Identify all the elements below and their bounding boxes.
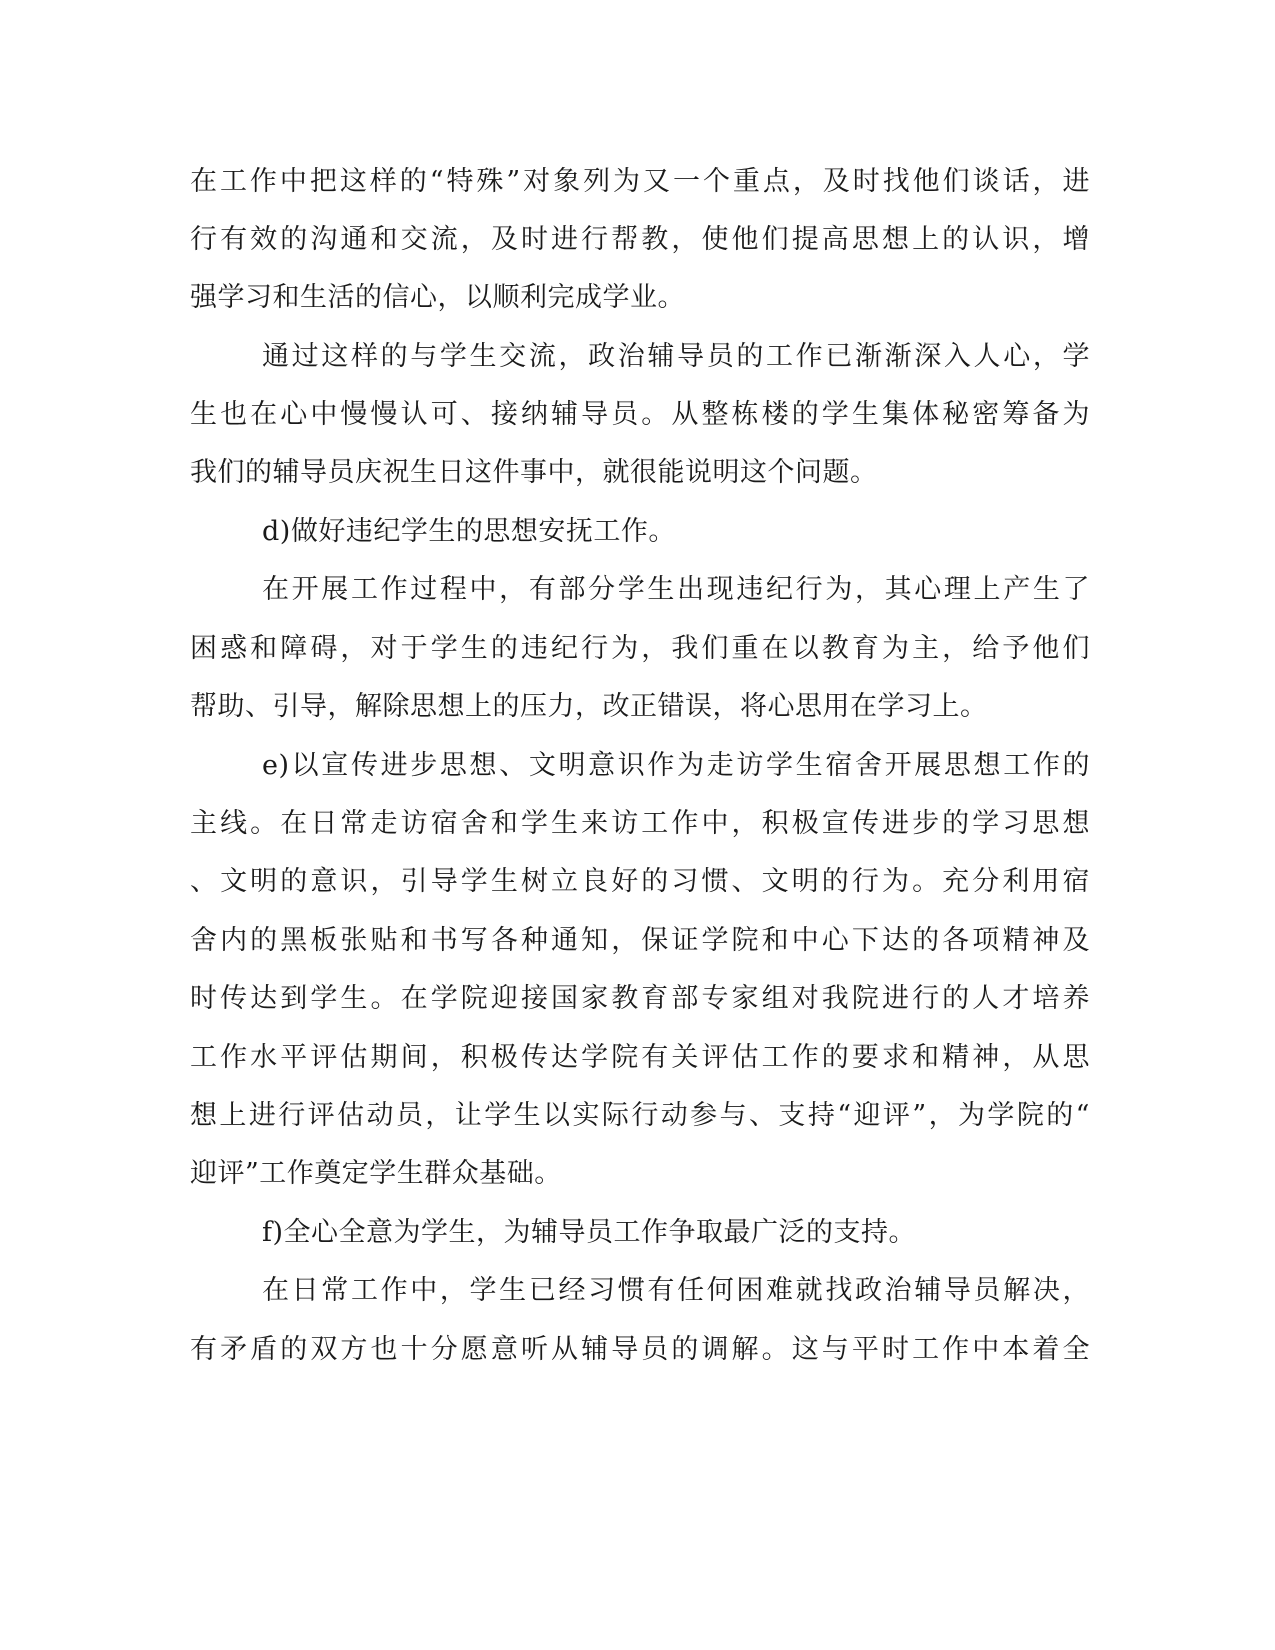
text-line: f)全心全意为学生，为辅导员工作争取最广泛的支持。 (262, 1217, 917, 1248)
text-line: 在工作中把这样的“特殊”对象列为又一个重点，及时找他们谈话，进 (190, 166, 1090, 197)
text-line: 有矛盾的双方也十分愿意听从辅导员的调解。这与平时工作中本着全 (190, 1334, 1090, 1365)
text-line: 通过这样的与学生交流，政治辅导员的工作已渐渐深入人心，学 (262, 341, 1090, 372)
text-line: 帮助、引导，解除思想上的压力，改正错误，将心思用在学习上。 (190, 691, 988, 722)
text-line: 强学习和生活的信心，以顺利完成学业。 (190, 282, 685, 313)
text-line: d)做好违纪学生的思想安抚工作。 (262, 516, 676, 547)
text-line: 、文明的意识，引导学生树立良好的习惯、文明的行为。充分利用宿 (190, 866, 1090, 897)
text-line: e)以宣传进步思想、文明意识作为走访学生宿舍开展思想工作的 (262, 750, 1090, 781)
text-line: 工作水平评估期间，积极传达学院有关评估工作的要求和精神，从思 (190, 1042, 1090, 1073)
text-line: 想上进行评估动员，让学生以实际行动参与、支持“迎评”，为学院的“ (190, 1100, 1090, 1131)
text-line: 舍内的黑板张贴和书写各种通知，保证学院和中心下达的各项精神及 (190, 925, 1090, 956)
text-line: 在日常工作中，学生已经习惯有任何困难就找政治辅导员解决， (262, 1275, 1090, 1306)
text-line: 我们的辅导员庆祝生日这件事中，就很能说明这个问题。 (190, 457, 878, 488)
text-line: 迎评”工作奠定学生群众基础。 (190, 1158, 562, 1189)
text-line: 时传达到学生。在学院迎接国家教育部专家组对我院进行的人才培养 (190, 983, 1090, 1014)
text-line: 困惑和障碍，对于学生的违纪行为，我们重在以教育为主，给予他们 (190, 633, 1090, 664)
text-line: 在开展工作过程中，有部分学生出现违纪行为，其心理上产生了 (262, 574, 1090, 605)
text-line: 行有效的沟通和交流，及时进行帮教，使他们提高思想上的认识，增 (190, 224, 1090, 255)
text-line: 主线。在日常走访宿舍和学生来访工作中，积极宣传进步的学习思想 (190, 808, 1090, 839)
text-line: 生也在心中慢慢认可、接纳辅导员。从整栋楼的学生集体秘密筹备为 (190, 399, 1090, 430)
